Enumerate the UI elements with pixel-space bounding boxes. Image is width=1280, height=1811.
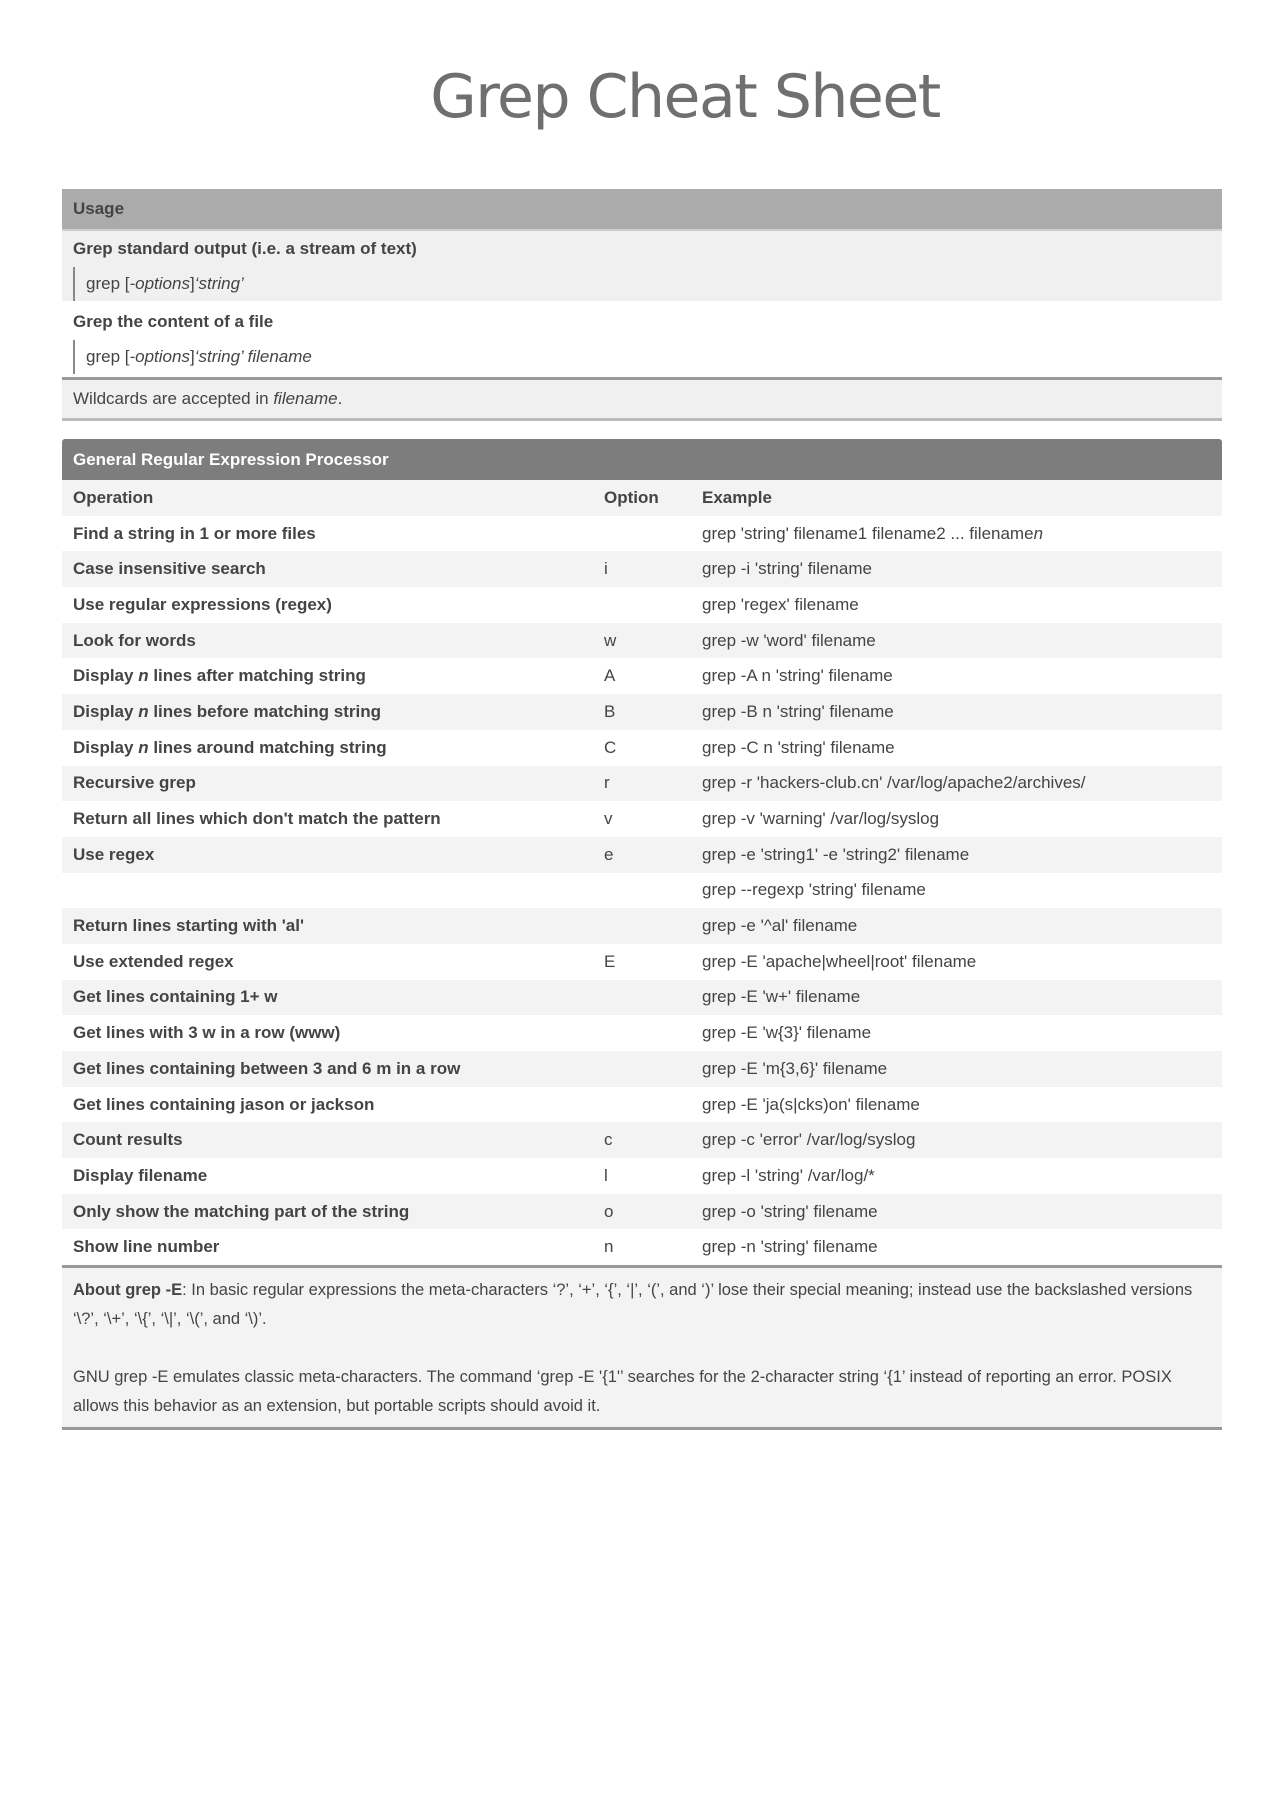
table-row — [62, 837, 1222, 873]
option-cell: r — [604, 773, 610, 793]
page-title: Grep Cheat Sheet — [430, 62, 940, 132]
operation-cell: Display filename — [73, 1165, 208, 1185]
table-row — [62, 623, 1222, 659]
operation-cell: Get lines containing 1+ w — [73, 987, 278, 1007]
option-cell: c — [604, 1130, 613, 1150]
example-cell: grep -e 'string1' -e 'string2' filename — [702, 844, 970, 864]
table-row — [62, 516, 1222, 552]
operation-cell: Display n lines after matching string — [73, 666, 366, 686]
operation-cell: Display n lines around matching string — [73, 737, 387, 757]
usage-section — [62, 189, 1222, 421]
table-row — [62, 980, 1222, 1016]
table-row — [62, 801, 1222, 837]
code-text: ] — [189, 347, 195, 366]
operation-cell: Use regular expressions (regex) — [73, 594, 332, 614]
note-text: : In basic regular expressions the meta-characters ‘?’, ‘+’, ‘{’, ‘|’, ‘(’, and ‘)’ lose their special meaning; instead use the backslashed versions ‘\?’, ‘\+’, ‘\{’, ‘\|’, ‘\(’, and ‘\)’. — [73, 1281, 1193, 1329]
option-cell: C — [604, 737, 617, 757]
usage-footer — [62, 377, 1222, 421]
options-table — [62, 480, 1222, 1265]
usage-label: Grep standard output (i.e. a stream of text) — [73, 239, 417, 258]
col-option: Option — [604, 487, 659, 507]
table-row — [62, 1229, 1222, 1265]
table-row — [62, 1015, 1222, 1051]
usage-label: Grep the content of a file — [73, 312, 274, 331]
example-cell: grep -A n 'string' filename — [702, 666, 893, 686]
table-row — [62, 1122, 1222, 1158]
usage-item — [62, 231, 1222, 301]
operation-cell: Show line number — [73, 1237, 220, 1257]
option-cell: A — [604, 666, 616, 686]
table-row — [62, 1087, 1222, 1123]
option-cell: E — [604, 951, 616, 971]
operation-cell: Display n lines before matching string — [73, 701, 381, 721]
table-row — [62, 1194, 1222, 1230]
code-options: -options — [129, 347, 190, 366]
operation-cell: Get lines with 3 w in a row (www) — [73, 1023, 341, 1043]
usage-code — [73, 267, 1211, 301]
code-arg: ‘string’ — [194, 274, 244, 293]
option-cell: i — [604, 559, 608, 579]
example-cell: grep -E 'm{3,6}' filename — [702, 1058, 888, 1078]
usage-code — [73, 340, 1211, 374]
footer-em: filename — [273, 389, 338, 408]
operation-cell: Count results — [73, 1130, 183, 1150]
operation-cell: Find a string in 1 or more files — [73, 523, 316, 543]
table-row — [62, 766, 1222, 802]
option-cell: o — [604, 1201, 614, 1221]
table-row — [62, 658, 1222, 694]
option-cell: l — [604, 1165, 608, 1185]
operation-cell: Get lines containing between 3 and 6 m in a row — [73, 1058, 461, 1078]
option-cell: n — [604, 1237, 614, 1257]
option-cell: w — [604, 630, 617, 650]
example-cell: grep -i 'string' filename — [702, 559, 872, 579]
operation-cell: Get lines containing jason or jackson — [73, 1094, 375, 1114]
example-cell: grep -C n 'string' filename — [702, 737, 895, 757]
example-cell: grep 'string' filename1 filename2 ... filenamen — [702, 523, 1044, 543]
operation-cell: Recursive grep — [73, 773, 196, 793]
table-row — [62, 944, 1222, 980]
code-text: ] — [189, 274, 195, 293]
example-cell: grep -E 'w+' filename — [702, 987, 861, 1007]
example-cell: grep -E 'w{3}' filename — [702, 1023, 872, 1043]
table-row — [62, 1158, 1222, 1194]
operation-cell: Look for words — [73, 630, 196, 650]
col-operation: Operation — [73, 487, 154, 507]
option-cell: e — [604, 844, 614, 864]
grep-header: General Regular Expression Processor — [62, 439, 1222, 480]
table-header-row — [62, 480, 1222, 516]
table-row — [62, 873, 1222, 909]
table-row — [62, 694, 1222, 730]
option-cell: B — [604, 701, 616, 721]
example-cell: grep -E 'apache|wheel|root' filename — [702, 951, 977, 971]
table-row — [62, 551, 1222, 587]
operation-cell: Case insensitive search — [73, 559, 266, 579]
note-label: About grep -E — [73, 1281, 183, 1300]
col-example: Example — [702, 487, 772, 507]
code-options: -options — [129, 274, 190, 293]
note-text: GNU grep -E emulates classic meta-characters. The command ‘grep -E '{1'’ searches for the 2-character string ‘{1’ instead of reporting an error. POSIX allows this behavior as an extension, but portable scripts should avoid it. — [73, 1368, 1172, 1416]
example-cell: grep -r 'hackers-club.cn' /var/log/apache2/archives/ — [702, 773, 1086, 793]
example-cell: grep -B n 'string' filename — [702, 701, 894, 721]
code-text: grep [ — [86, 347, 130, 366]
grep-section — [62, 439, 1222, 1430]
code-arg: ‘string’ filename — [194, 347, 312, 366]
operation-cell: Only show the matching part of the string — [73, 1201, 410, 1221]
operation-cell: Use extended regex — [73, 951, 234, 971]
table-row — [62, 730, 1222, 766]
option-cell: v — [604, 809, 613, 829]
example-cell: grep -v 'warning' /var/log/syslog — [702, 809, 940, 829]
code-text: grep [ — [86, 274, 130, 293]
table-row — [62, 908, 1222, 944]
example-cell: grep -e '^al' filename — [702, 916, 858, 936]
example-cell: grep -o 'string' filename — [702, 1201, 878, 1221]
operation-cell: Return lines starting with 'al' — [73, 916, 305, 936]
footer-text: Wildcards are accepted in — [73, 389, 274, 408]
footer-end: . — [337, 389, 343, 408]
example-cell: grep --regexp 'string' filename — [702, 880, 926, 900]
example-cell: grep 'regex' filename — [702, 594, 859, 614]
table-row — [62, 1051, 1222, 1087]
example-cell: grep -l 'string' /var/log/* — [702, 1165, 875, 1185]
about-grep-e-note — [62, 1265, 1222, 1430]
usage-item — [62, 304, 1222, 374]
usage-header: Usage — [62, 189, 1222, 231]
example-cell: grep -c 'error' /var/log/syslog — [702, 1130, 916, 1150]
example-cell: grep -E 'ja(s|cks)on' filename — [702, 1094, 920, 1114]
operation-cell: Use regex — [73, 844, 155, 864]
table-row — [62, 587, 1222, 623]
example-cell: grep -w 'word' filename — [702, 630, 876, 650]
operation-cell: Return all lines which don't match the pattern — [73, 809, 441, 829]
example-cell: grep -n 'string' filename — [702, 1237, 878, 1257]
